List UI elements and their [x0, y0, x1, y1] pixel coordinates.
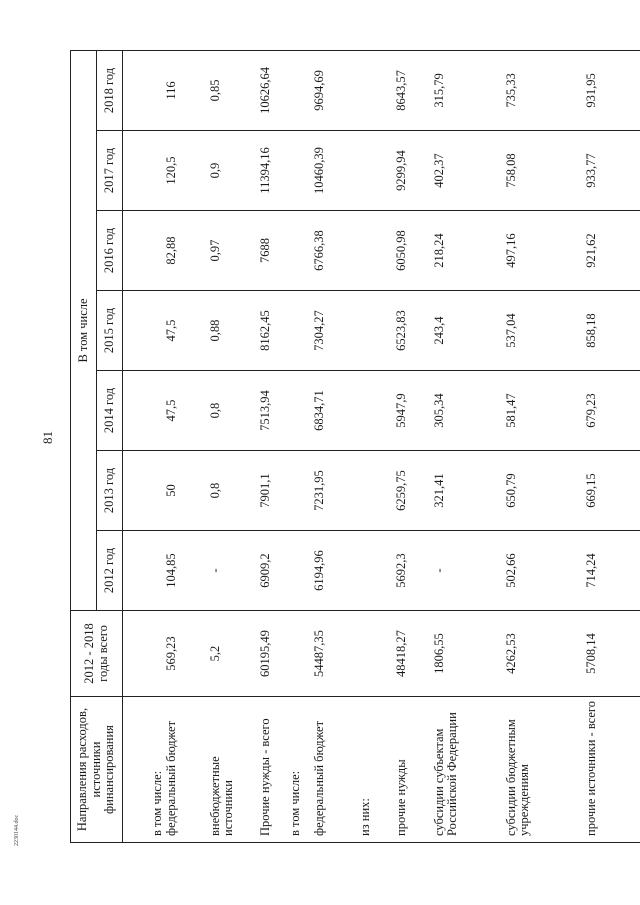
row-total: 569,23 [165, 611, 209, 697]
row-total: 5708,14 [585, 611, 640, 697]
cell-value: 7688 [259, 211, 289, 291]
cell-value: 0,8 [209, 451, 259, 531]
cell-value [289, 50, 313, 130]
cell-value: 7304,27 [313, 291, 359, 371]
cell-value: 9694,69 [313, 50, 359, 130]
cell-value [289, 451, 313, 531]
cell-value: 8643,57 [395, 50, 433, 130]
cell-value: 402,37 [433, 131, 505, 211]
header-year: 2016 год [97, 211, 123, 291]
cell-value: - [433, 531, 505, 611]
cell-value [359, 211, 395, 291]
cell-value: 11394,16 [259, 131, 289, 211]
cell-value [123, 50, 165, 130]
row-label: внебюджетные источники [209, 697, 259, 843]
cell-value [359, 50, 395, 130]
cell-value: 921,62 [585, 211, 640, 291]
cell-value: 0,8 [209, 371, 259, 451]
cell-value: 6834,71 [313, 371, 359, 451]
cell-value [359, 451, 395, 531]
cell-value: 6766,38 [313, 211, 359, 291]
cell-value [289, 291, 313, 371]
header-including: В том числе [71, 50, 97, 610]
cell-value: 5692,3 [395, 531, 433, 611]
cell-value [123, 371, 165, 451]
row-label: субсидии бюджетным учреждениям [505, 697, 585, 843]
row-total: 5,2 [209, 611, 259, 697]
row-label: прочие источники - всего [585, 697, 640, 843]
cell-value: 7231,95 [313, 451, 359, 531]
row-total: 60195,49 [259, 611, 289, 697]
row-label: субсидии субъектам Российской Федерации [433, 697, 505, 843]
budget-table [70, 50, 640, 843]
cell-value: 243,4 [433, 291, 505, 371]
cell-value: 218,24 [433, 211, 505, 291]
cell-value [289, 371, 313, 451]
cell-value [123, 211, 165, 291]
table-row [165, 50, 209, 842]
row-label: в том числе: [289, 697, 313, 843]
table-row [433, 50, 505, 842]
table-body [123, 50, 640, 842]
header-year: 2012 год [97, 531, 123, 611]
cell-value [123, 451, 165, 531]
cell-value: 6050,98 [395, 211, 433, 291]
cell-value: 679,23 [585, 371, 640, 451]
header-year: 2017 год [97, 131, 123, 211]
cell-value: 0,97 [209, 211, 259, 291]
header-year: 2013 год [97, 451, 123, 531]
header-year: 2018 год [97, 50, 123, 130]
cell-value: 0,9 [209, 131, 259, 211]
cell-value: 6259,75 [395, 451, 433, 531]
cell-value [123, 531, 165, 611]
cell-value: 6194,96 [313, 531, 359, 611]
cell-value: 321,41 [433, 451, 505, 531]
cell-value: 104,85 [165, 531, 209, 611]
cell-value: 581,47 [505, 371, 585, 451]
header-direction: Направления расходов, источники финансирования [71, 697, 123, 843]
cell-value: 47,5 [165, 371, 209, 451]
cell-value: 502,66 [505, 531, 585, 611]
cell-value: 10460,39 [313, 131, 359, 211]
header-total: 2012 - 2018 годы всего [71, 611, 123, 697]
table-row [123, 50, 165, 842]
row-total [123, 611, 165, 697]
row-total: 48418,27 [395, 611, 433, 697]
page-number: 81 [40, 431, 55, 444]
table-row [313, 50, 359, 842]
cell-value: 537,04 [505, 291, 585, 371]
cell-value: 8162,45 [259, 291, 289, 371]
cell-value: 10626,64 [259, 50, 289, 130]
row-label: прочие нужды [395, 697, 433, 843]
table-row [289, 50, 313, 842]
cell-value: 6523,83 [395, 291, 433, 371]
cell-value [289, 211, 313, 291]
cell-value: 758,08 [505, 131, 585, 211]
cell-value: - [209, 531, 259, 611]
cell-value: 116 [165, 50, 209, 130]
table-row [259, 50, 289, 842]
cell-value: 9299,94 [395, 131, 433, 211]
table-row [395, 50, 433, 842]
cell-value: 0,88 [209, 291, 259, 371]
footer-file-name: 2230144.doc [14, 814, 20, 846]
header-year: 2015 год [97, 291, 123, 371]
cell-value: 7901,1 [259, 451, 289, 531]
row-total: 1806,55 [433, 611, 505, 697]
cell-value: 305,34 [433, 371, 505, 451]
cell-value: 50 [165, 451, 209, 531]
table-row [209, 50, 259, 842]
cell-value: 82,88 [165, 211, 209, 291]
cell-value: 858,18 [585, 291, 640, 371]
cell-value: 497,16 [505, 211, 585, 291]
cell-value [359, 371, 395, 451]
cell-value: 669,15 [585, 451, 640, 531]
cell-value: 931,95 [585, 50, 640, 130]
cell-value: 120,5 [165, 131, 209, 211]
row-label: федеральный бюджет [313, 697, 359, 843]
row-label: Прочие нужды - всего [259, 697, 289, 843]
cell-value: 735,33 [505, 50, 585, 130]
cell-value: 6909,2 [259, 531, 289, 611]
row-label: федеральный бюджет [165, 697, 209, 843]
cell-value: 7513,94 [259, 371, 289, 451]
cell-value [289, 531, 313, 611]
cell-value: 650,79 [505, 451, 585, 531]
cell-value [123, 291, 165, 371]
cell-value [359, 131, 395, 211]
row-total [359, 611, 395, 697]
cell-value: 714,24 [585, 531, 640, 611]
table-row [585, 50, 640, 842]
cell-value: 933,77 [585, 131, 640, 211]
cell-value: 0,85 [209, 50, 259, 130]
cell-value [359, 291, 395, 371]
row-label: в том числе: [123, 697, 165, 843]
table-row [505, 50, 585, 842]
cell-value: 47,5 [165, 291, 209, 371]
row-label: из них: [359, 697, 395, 843]
header-year: 2014 год [97, 371, 123, 451]
budget-table-rotated [70, 53, 610, 843]
cell-value [123, 131, 165, 211]
cell-value: 315,79 [433, 50, 505, 130]
row-total: 4262,53 [505, 611, 585, 697]
cell-value: 5947,9 [395, 371, 433, 451]
table-row [359, 50, 395, 842]
row-total [289, 611, 313, 697]
cell-value [359, 531, 395, 611]
row-total: 54487,35 [313, 611, 359, 697]
cell-value [289, 131, 313, 211]
